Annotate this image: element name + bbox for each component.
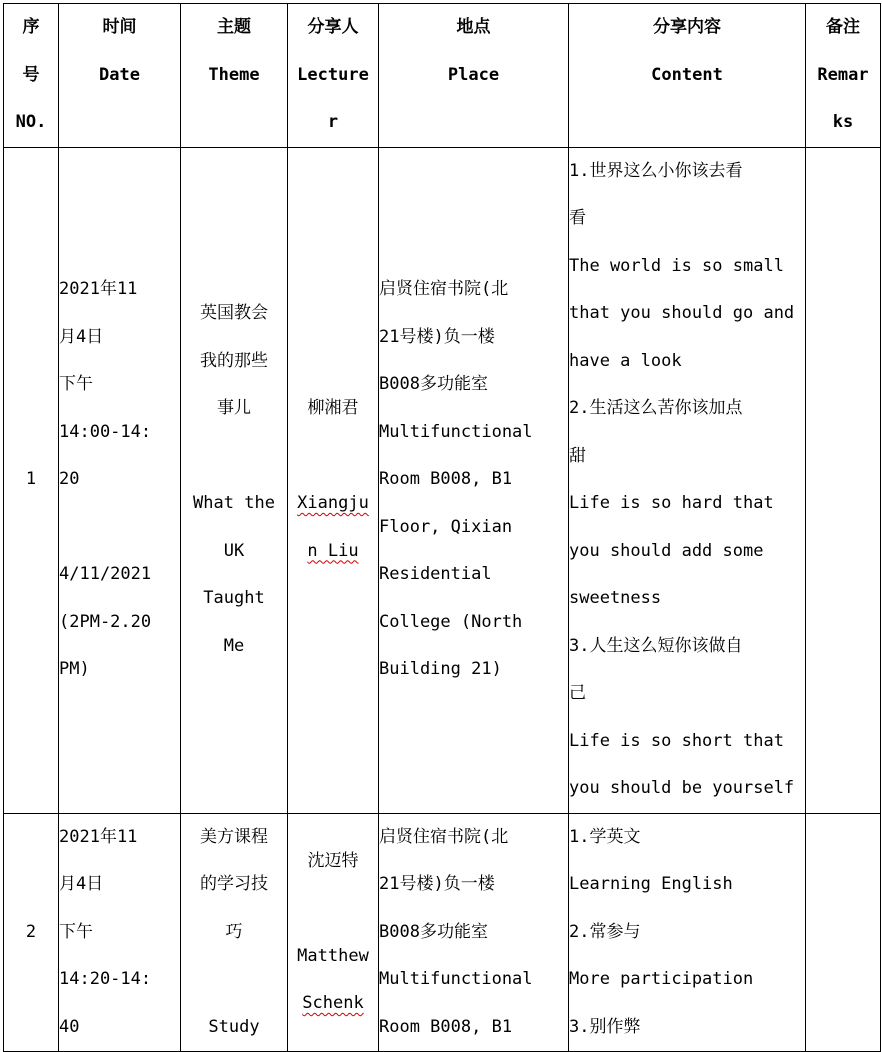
table-row: [4, 147, 881, 813]
header-theme: 主题 Theme: [181, 4, 288, 148]
row-remarks: [806, 813, 881, 1052]
header-no: 序 号 NO.: [4, 4, 59, 148]
header-row: [4, 4, 881, 148]
table-row: [4, 813, 881, 1052]
schedule-table: [3, 3, 881, 1052]
row-no: 1: [4, 147, 59, 813]
row-date: 2021年11 月4日 下午 14:20-14: 40: [59, 813, 181, 1052]
row-lecturer: 沈迈特 Matthew Schenk: [288, 813, 379, 1052]
row-place: 启贤住宿书院(北 21号楼)负一楼 B008多功能室 Multifunctional Room B008, B1 Floor, Qixian Residential College (North Building 21): [379, 147, 569, 813]
row-lecturer: 柳湘君 Xiangju n Liu: [288, 147, 379, 813]
row-content: 1.学英文 Learning English 2.常参与 More participation 3.别作弊: [569, 813, 806, 1052]
header-content: 分享内容 Content: [569, 4, 806, 148]
row-theme: 英国教会 我的那些 事儿 What the UK Taught Me: [181, 147, 288, 813]
header-date: 时间 Date: [59, 4, 181, 148]
header-place: 地点 Place: [379, 4, 569, 148]
header-lecturer: 分享人 Lecture r: [288, 4, 379, 148]
row-date: 2021年11 月4日 下午 14:00-14: 20 4/11/2021 (2PM-2.20 PM): [59, 147, 181, 813]
row-remarks: [806, 147, 881, 813]
row-place: 启贤住宿书院(北 21号楼)负一楼 B008多功能室 Multifunctional Room B008, B1: [379, 813, 569, 1052]
row-no: 2: [4, 813, 59, 1052]
row-theme: 美方课程 的学习技 巧 Study: [181, 813, 288, 1052]
header-remarks: 备注 Remar ks: [806, 4, 881, 148]
row-content: 1.世界这么小你该去看 看 The world is so small that you should go and have a look 2.生活这么苦你该加点 甜 Life is so hard that you should add some sweetness 3.人生这么短你该做自 己 Life is so short that you should be yourself: [569, 147, 806, 813]
